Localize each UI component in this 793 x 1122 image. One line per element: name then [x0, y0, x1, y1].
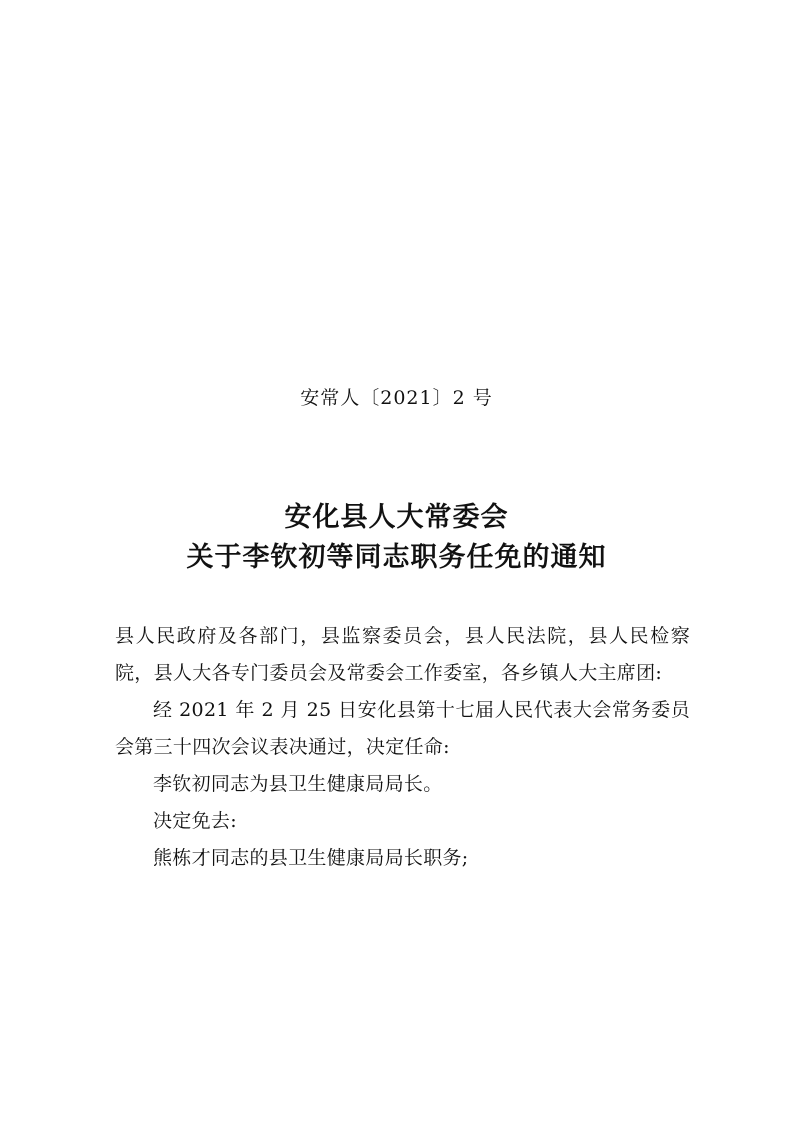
dismissal-heading: 决定免去: [153, 810, 237, 832]
document-title [0, 498, 793, 578]
dismissal-paragraph: 熊栋才同志的县卫生健康局局长职务; [153, 847, 469, 869]
document-body [115, 618, 690, 877]
document-title-line-1: 安化县人大常委会 [284, 502, 509, 533]
addressee-paragraph: 县人民政府及各部门，县监察委员会，县人民法院，县人民检察院，县人大各专门委员会及常委会工作委室，各乡镇人大主席团: [115, 625, 690, 684]
decision-paragraph: 经 2021 年 2 月 25 日安化县第十七届人民代表大会常务委员会第三十四次会议表决通过，决定任命: [115, 699, 690, 758]
document-number: 安常人〔2021〕2 号 [300, 387, 493, 409]
appointment-paragraph: 李钦初同志为县卫生健康局局长。 [153, 773, 443, 795]
document-title-line-2: 关于李钦初等同志职务任免的通知 [186, 542, 607, 573]
